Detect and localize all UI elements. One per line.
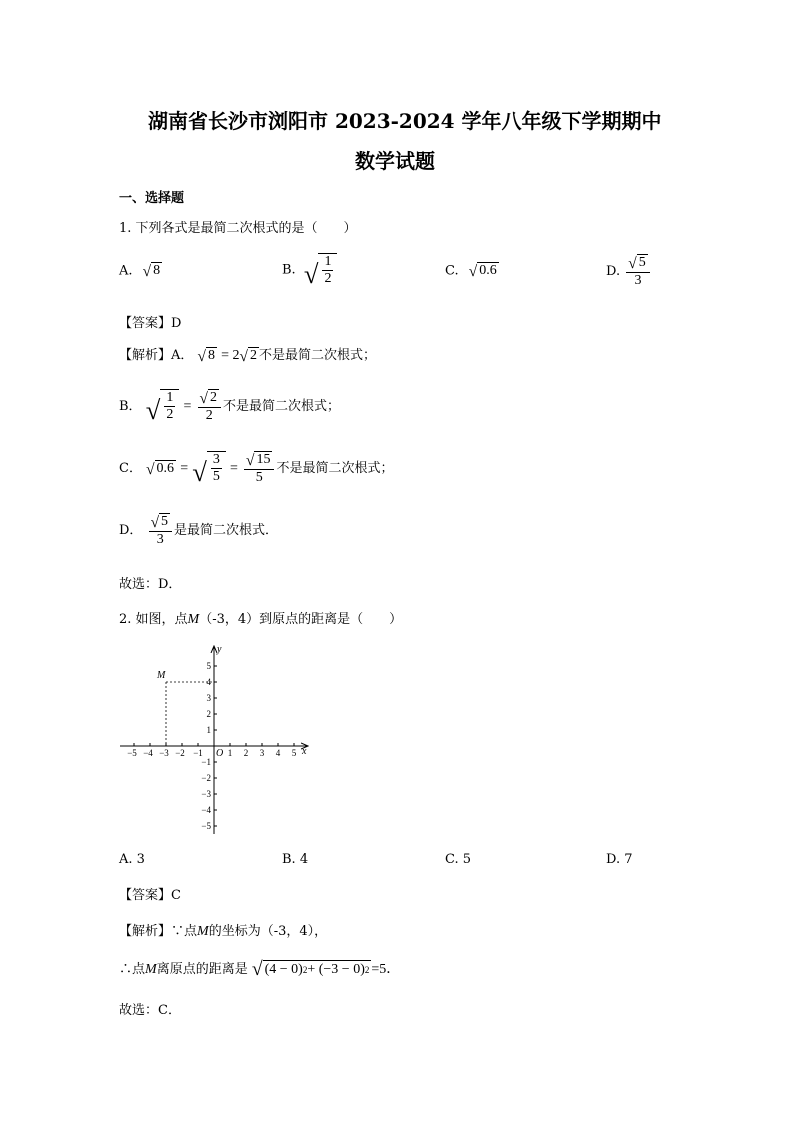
q2-analysis-line1 bbox=[119, 920, 327, 940]
q1-analysis-b-prefix: B． bbox=[119, 398, 142, 414]
q1-option-c-radicand: 0.6 bbox=[479, 263, 497, 278]
q1-analysis-d-rad: 5 bbox=[161, 514, 169, 529]
q2-stem-prefix: 2. 如图，点 bbox=[119, 612, 188, 627]
q1-option-a-label: A. bbox=[119, 263, 133, 279]
x-tick-label: −4 bbox=[143, 748, 153, 758]
q1-analysis-c-den3: 5 bbox=[255, 469, 263, 485]
q1-option-c-label: C. bbox=[445, 263, 459, 279]
q1-analysis-d-text: 是最简二次根式． bbox=[174, 522, 279, 538]
page-title-line1: 湖南省长沙市浏阳市 2023-2024 学年八年级下学期期中 bbox=[148, 109, 662, 133]
q2-analysis-line1-a: ∵点 bbox=[171, 924, 198, 939]
y-tick-label: 5 bbox=[206, 661, 211, 671]
q2-conclusion: 故选：C． bbox=[119, 1003, 181, 1018]
q1-option-b-denominator: 2 bbox=[324, 271, 332, 287]
q1-option-d-fraction: √ 5 3 bbox=[626, 254, 649, 289]
y-tick-label: −2 bbox=[201, 773, 211, 783]
q1-option-d-radicand: 5 bbox=[638, 255, 646, 270]
origin-label: O bbox=[216, 748, 224, 759]
x-tick-label: −5 bbox=[127, 748, 137, 758]
q2-distance-expr1: (4 − 0) bbox=[264, 961, 303, 977]
q2-analysis-tag: 【解析】 bbox=[119, 924, 172, 939]
q2-analysis-line1-b: 的坐标为（-3，4）， bbox=[208, 924, 328, 939]
q1-analysis-c-prefix: C． bbox=[119, 460, 142, 476]
q1-answer: 【答案】D bbox=[119, 316, 182, 331]
y-tick-label: −3 bbox=[201, 789, 211, 799]
q1-analysis-b: B． √ $\frac{1}{2}$ = √ 2 2 不是最简二次根式； bbox=[119, 390, 340, 425]
x-axis-label: x bbox=[302, 746, 307, 757]
x-tick-label: 1 bbox=[227, 748, 233, 758]
q1-analysis-c-rad1: 0.6 bbox=[156, 460, 175, 476]
y-tick-label: −1 bbox=[201, 757, 211, 767]
q2-stem-suffix: 到原点的距离是（ ） bbox=[259, 612, 403, 627]
q2-analysis-line2-var: M bbox=[145, 962, 157, 977]
q1-analysis-a-lhs: 8 bbox=[208, 347, 215, 363]
q1-analysis-b-radical: √ $\frac{1}{2}$ bbox=[146, 389, 180, 423]
q2-analysis-line2-a: ∴点 bbox=[119, 962, 146, 977]
q1-analysis-b-text: 不是最简二次根式； bbox=[222, 398, 340, 414]
q1-analysis-a-text: 不是最简二次根式； bbox=[259, 348, 377, 363]
x-tick-label: 4 bbox=[275, 748, 281, 758]
q2-distance-sup2: 2 bbox=[364, 964, 370, 975]
q1-analysis-a-prefix: A． bbox=[171, 348, 194, 363]
q1-option-a-radical: √ 8 bbox=[142, 263, 161, 281]
q1-analysis-a-rhs: 2 bbox=[250, 347, 257, 363]
q1-analysis-c-num2: 3 bbox=[211, 452, 222, 469]
q1-analysis-d-fraction: √ 5 3 bbox=[149, 513, 172, 548]
coordinate-figure bbox=[110, 640, 320, 840]
q1-option-b-label: B. bbox=[282, 262, 296, 278]
q2-stem-var: M bbox=[187, 612, 200, 627]
q2-analysis-line2 bbox=[119, 958, 400, 979]
y-axis-label: y bbox=[217, 644, 222, 655]
q1-option-b-radical: √ $\frac{1}{2}$ bbox=[304, 253, 338, 287]
q1-conclusion: 故选：D． bbox=[119, 577, 182, 592]
q2-option-b: B. 4 bbox=[282, 852, 309, 867]
q1-option-d-label: D. bbox=[606, 263, 621, 279]
q1-analysis-c-rad3: 15 bbox=[256, 452, 271, 467]
q1-analysis-c-fraction: √ 15 5 bbox=[244, 451, 274, 486]
y-tick-label: −5 bbox=[201, 821, 211, 831]
q1-analysis-a bbox=[119, 344, 376, 364]
q1-option-d bbox=[606, 254, 652, 289]
q1-analysis-c-den2: 5 bbox=[212, 469, 220, 485]
q2-option-c: C. 5 bbox=[445, 852, 472, 867]
q1-analysis-b-fraction: √ 2 2 bbox=[198, 389, 221, 424]
q1-analysis-a-rhs-radical: √ 2 bbox=[239, 347, 257, 365]
q1-analysis-b-den2: 2 bbox=[205, 407, 213, 423]
q1-option-d-denominator: 3 bbox=[634, 272, 642, 288]
q2-stem-coord: （-3，4） bbox=[199, 612, 260, 627]
q1-analysis-b-num1: 1 bbox=[164, 390, 175, 407]
q2-distance-radical: √ (4 − 0) 2 + (−3 − 0) 2 bbox=[251, 958, 370, 980]
y-tick-label: 3 bbox=[206, 693, 211, 703]
q1-analysis-a-lhs-radical: √ 8 bbox=[197, 347, 215, 365]
q2-analysis-line2-b: 离原点的距离是 bbox=[156, 962, 248, 977]
x-tick-label: 5 bbox=[291, 748, 297, 758]
q1-analysis-b-den1: 2 bbox=[166, 407, 174, 423]
y-tick-label: 2 bbox=[206, 709, 211, 719]
q1-analysis-c: C． √ 0.6 = √ $\frac{3}{5}$ = √ 15 5 不是最简二次根式； bbox=[119, 452, 394, 487]
question-2-stem bbox=[119, 608, 402, 628]
y-tick-label: 4 bbox=[206, 677, 211, 687]
x-tick-label: −2 bbox=[175, 748, 185, 758]
page-title-line2: 数学试题 bbox=[355, 149, 435, 173]
x-tick-label: 3 bbox=[259, 748, 265, 758]
x-tick-label: −3 bbox=[159, 748, 169, 758]
point-m-label: M bbox=[157, 670, 166, 681]
q1-option-b-numerator: 1 bbox=[322, 254, 333, 271]
question-1-stem: 1. 下列各式是最简二次根式的是（ ） bbox=[119, 221, 357, 236]
q1-analysis-c-radical1: √ 0.6 bbox=[146, 460, 175, 478]
q1-option-a bbox=[119, 262, 162, 280]
x-tick-label: −1 bbox=[193, 748, 203, 758]
y-tick-label: 1 bbox=[206, 725, 211, 735]
q2-analysis-line1-var: M bbox=[197, 924, 209, 939]
q2-option-a: A. 3 bbox=[119, 852, 145, 867]
q1-analysis-c-text: 不是最简二次根式； bbox=[276, 460, 394, 476]
q1-option-c-radical: √ 0.6 bbox=[468, 263, 497, 281]
section-heading: 一、选择题 bbox=[119, 191, 185, 206]
q1-analysis-c-radical2: √ $\frac{3}{5}$ bbox=[192, 451, 226, 485]
q1-analysis-b-rad2: 2 bbox=[209, 390, 217, 405]
x-tick-label: 2 bbox=[243, 748, 249, 758]
q2-distance-result: =5． bbox=[371, 962, 401, 977]
q2-distance-expr2: + (−3 − 0) bbox=[307, 961, 365, 977]
q1-analysis-d bbox=[119, 513, 278, 548]
q1-analysis-tag: 【解析】 bbox=[119, 348, 172, 363]
q2-option-d: D. 7 bbox=[606, 852, 633, 867]
q1-option-a-radicand: 8 bbox=[153, 263, 161, 278]
q1-option-c bbox=[445, 262, 499, 280]
y-tick-label: −4 bbox=[201, 805, 211, 815]
q1-option-b bbox=[282, 253, 337, 287]
q1-analysis-d-den: 3 bbox=[156, 531, 164, 547]
q2-distance-sup1: 2 bbox=[302, 964, 308, 975]
q2-answer: 【答案】C bbox=[119, 888, 181, 903]
q1-analysis-a-eq: = 2 bbox=[221, 348, 240, 363]
q1-analysis-d-prefix: D． bbox=[119, 522, 143, 538]
